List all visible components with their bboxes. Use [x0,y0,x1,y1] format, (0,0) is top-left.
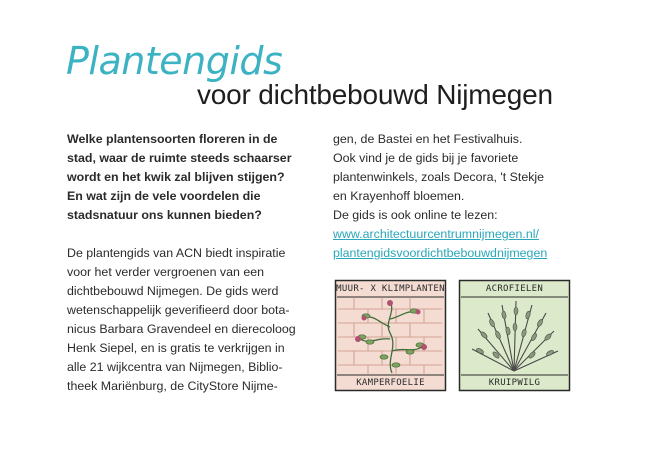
intro-line: Welke plantensoorten floreren in de [67,132,278,146]
body-line: voor het verder vergroenen van een [67,265,264,279]
body-line: gen, de Bastei en het Festivalhuis. [333,132,523,146]
illustration-bottom-label: KRUIPWILG [488,378,541,388]
body-line: dichtbebouwd Nijmegen. De gids werd [67,284,279,298]
body-line: Ook vind je de gids bij je favoriete [333,151,519,165]
intro-line: stadsnatuur ons kunnen bieden? [67,208,262,222]
body-line: wetenschappelijk geverifieerd door bota- [67,303,290,317]
body-line: theek Mariënburg, de CityStore Nijme- [67,379,278,393]
intro-line: stad, waar de ruimte steeds schaarser [67,151,292,165]
body-line: alle 21 wijkcentra van Nijmegen, Biblio- [67,360,283,374]
body-line: plantenwinkels, zoals Decora, 't Stekje [333,170,545,184]
right-column [333,130,593,263]
body-line: nicus Barbara Gravendeel en dierecoloog [67,322,296,336]
body-line: De gids is ook online te lezen: [333,208,498,222]
kruipwilg-illustration [458,279,571,392]
body-line: en Krayenhoff bloemen. [333,189,465,203]
guide-link[interactable]: www.architectuurcentrumnijmegen.nl/ [333,227,539,241]
illustration-kruipwilg [458,279,571,392]
body-paragraph [67,244,317,396]
intro-line: En wat zijn de vele voordelen die [67,189,261,203]
illustration-top-label: MUUR- X KLIMPLANTEN [336,284,445,294]
illustration-bottom-label: KAMPERFOELIE [356,378,425,388]
body-line: De plantengids van ACN biedt inspiratie [67,246,286,260]
title-plantengids: Plantengids [66,39,283,83]
guide-link[interactable]: plantengidsvoordichtbebouwdnijmegen [333,246,548,260]
title-subtitle: voor dichtbebouwd Nijmegen [197,79,553,110]
kamperfoelie-illustration [334,279,447,392]
illustration-top-label: ACROFIELEN [485,284,544,294]
illustration-kamperfoelie [334,279,447,392]
body-line: Henk Siepel, en is gratis te verkrijgen in [67,341,285,355]
intro-paragraph [67,130,317,225]
left-column [67,130,317,396]
intro-line: wordt en het kwik zal blijven stijgen? [67,170,285,184]
